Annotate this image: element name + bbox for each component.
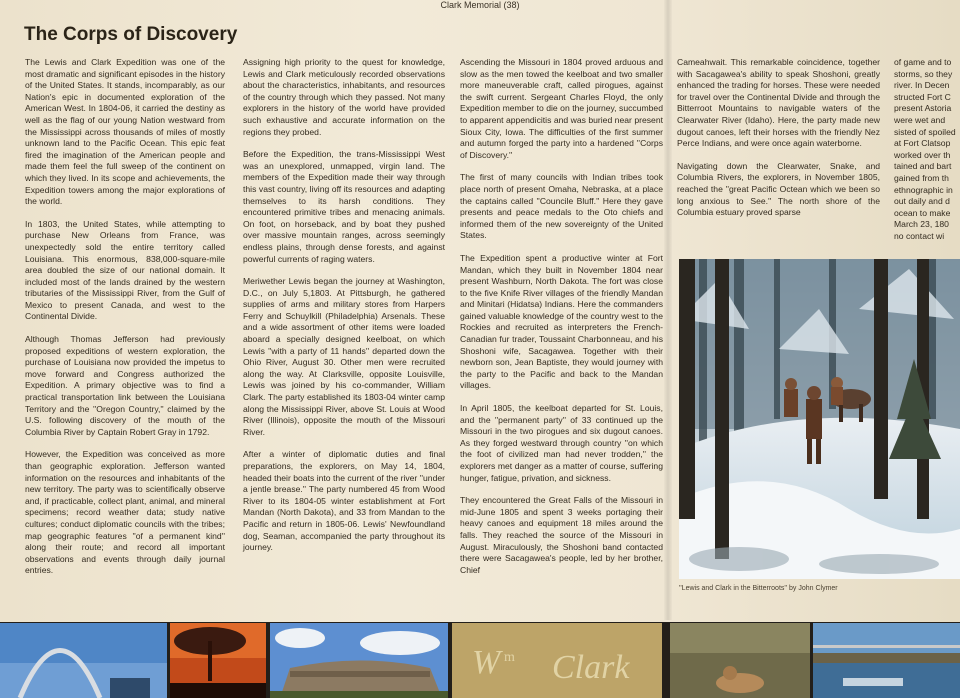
text-line: ethnographic in <box>894 184 953 195</box>
page-fold <box>664 0 672 620</box>
text-line: were wet and <box>894 114 946 125</box>
paragraph: Ascending the Missouri in 1804 proved arduous and slow as the men towed the keelboat and two smaller more maneuverable craft, called pirogues, against the swift current. Sergeant Charles Floyd, the only Expedition member to die on the journey, succumbed to apparent appendicitis and was buried near present Sioux City, Iowa. The difficulties of the first summer and autumn forged the party into a hardened ''Corps of Discovery.'' <box>460 57 663 160</box>
paragraph: Before the Expedition, the trans-Mississippi West was an unexplored, unmapped, virgin land. The members of the Expedition made their way through this vast country, living off its resources and adapting themselves to its harsh conditions. They encountered primitive tribes and menacing animals. On foot, on horseback, and by boat they pushed over massive mountain ranges, across seemingly endless plains, through dense forests, and against powerful currents of raging waters. <box>243 149 445 264</box>
text-line: ocean to make <box>894 207 951 218</box>
paragraph: Cameahwait. This remarkable coincidence, together with Sacagawea's ability to speak Shoshoni, greatly enhanced the trading for horses. These were needed for travel over the Continental Divide and through the Bitterroot Mountains to navigable waters of the Clearwater River (Idaho). Here, the party made new dugout canoes, left their horses with the friendly Nez Perce Indians, and were once again waterborne. <box>677 57 880 149</box>
page-title: The Corps of Discovery <box>24 24 238 45</box>
prairie-dog-photo <box>670 623 810 698</box>
painting-caption: ''Lewis and Clark in the Bitterroots'' by John Clymer <box>679 585 838 592</box>
text-column-1 <box>25 57 225 588</box>
text-line: gained from th <box>894 172 949 183</box>
paragraph: After a winter of diplomatic duties and final preparations, the explorers, on May 14, 1804, headed their boats into the current of the river ''under a jentle brease.'' The party numbered 45 from Wood River to its 1804-05 winter establishment at Fort Mandan (North Dakota), and 33 from Mandan to the Pacific and return in 1805-06. Lewis' Newfoundland dog, Seaman, accompanied the party throughout its journey. <box>243 449 445 553</box>
paragraph: The Lewis and Clark Expedition was one of the most dramatic and significant episodes in the history of the United States. It stands, incomparably, as our Nation's epic in documented exploration of the American West. In 1804-06, it carried the destiny as well as the flag of our young Nation westward from the Mississippi across thousands of miles of mostly unknown land to the Pacific Ocean. This epic feat fired the imagination of the American people and made them feel the full sweep of the continent on which they lived. In its scope and achievements, the Expedition towers among the major explorations of the world. <box>25 57 225 207</box>
text-line: at Fort Clatsop <box>894 138 951 149</box>
text-line: structed Fort C <box>894 91 951 102</box>
paragraph: In April 1805, the keelboat departed for St. Louis, and the ''permanent party'' of 33 continued up the Missouri in the two pirogues and six dugout canoes. As they forged westward through country ''on which the foot of civilized man had never trodden,'' the explorers met danger as a matter of course, suffering hunger, fatigue, privation, and sickness. <box>460 403 663 483</box>
paragraph: They encountered the Great Falls of the Missouri in mid-June 1805 and spent 3 weeks portaging their heavy canoes and equipment 18 miles around the falls. They reached the source of the Missouri in August. Miraculously, the Shoshoni band contacted there were Sacagawea's people, led by her brother, Chief <box>460 495 663 575</box>
paragraph: Meriwether Lewis began the journey at Washington, D.C., on July 5,1803. At Pittsburgh, he gathered supplies of arms and military stores from Harpers Ferry and Schuylkill (Philadelphia) Arsenals. These and a wide assortment of other items were loaded aboard a specially designed keelboat, on which Lewis ''with a party of 11 hands'' departed down the Ohio River, August 30. Other men were recruited along the way. At Clarksville, opposite Louisville, Lewis was joined by his co-commander, William Clark. The party established its 1803-04 winter camp along the Mississippi River, above St. Louis at Wood River (Illinois), opposite the mouth of the Missouri River. <box>243 276 445 437</box>
bitterroots-painting <box>679 259 960 579</box>
paragraph: In 1803, the United States, while attempting to purchase New Orleans from France, was unexpectedly sold the entire territory called Louisiana. This enormous, 838,000-square-mile area doubled the size of our national domain. It included most of the lands drained by the western tributaries of the Mississippi River, from the Gulf of Mexico to present Canada, and west to the Continental Divide. <box>25 218 225 322</box>
river-landscape-photo <box>813 623 960 698</box>
svg-text:W: W <box>472 644 501 681</box>
text-line: March 23, 180 <box>894 219 949 230</box>
running-head: Clark Memorial (38) <box>440 0 520 10</box>
text-column-2 <box>243 57 445 565</box>
text-column-5-cropped <box>894 57 960 243</box>
text-line: no contact wi <box>894 230 945 241</box>
svg-text:Clark: Clark <box>552 649 630 686</box>
text-line: sisted of spoiled <box>894 126 956 137</box>
text-line: river. In Decen <box>894 80 950 91</box>
svg-text:m: m <box>504 650 515 665</box>
paragraph: The first of many councils with Indian tribes took place north of present Omaha, Nebraska, at a place the captains called ''Councile Bluff.'' Here they gave presents and peace medals to the Oto chiefs and informed them of the new sovereignty of the United States. <box>460 172 663 241</box>
gateway-arch-photo <box>0 623 167 698</box>
paragraph: The Expedition spent a productive winter at Fort Mandan, which they built in November 1804 near present Washburn, North Dakota. The fort was close to the five Knife River villages of the friendly Mandan and Minitari (Hidatsa) Indians. Here the commanders gained valuable knowledge of the country west to the Rockies and recruited as interpreters the French-Canadian fur trader, Toussaint Charbonneau, and his Shoshoni wife, Sacagawea. Together with their newborn son, Jean Baptiste, they would journey with the party to the Pacific and back to the Mandan villages. <box>460 252 663 391</box>
text-line: worked over th <box>894 149 951 160</box>
text-column-3 <box>460 57 663 587</box>
clark-signature-rock-photo <box>452 623 662 698</box>
pompeys-pillar-photo <box>270 623 448 698</box>
paragraph: However, the Expedition was conceived as more than geographic exploration. Jefferson wanted information on the resources and inhabitants of the new territory. The party was to scientifically observe and, if practicable, collect plant, animal, and mineral specimens; record weather data; study native cultures; conduct diplomatic councils with the tribes; map geographic features ''of a permanent kind'' along their route; and record all important observations and events through daily journal entries. <box>25 449 225 576</box>
paragraph: Although Thomas Jefferson had previously proposed expeditions of western exploration, the purchase of Louisiana now provided the impetus to move forward and Congress authorized the Expedition. A primary objective was to find a practical transportation link between the Louisiana Territory and the ''Oregon Country,'' claimed by the U.S. following discovery of the mouth of the Columbia River by Captain Robert Gray in 1792. <box>25 334 225 437</box>
text-line: of game and to <box>894 57 952 67</box>
paragraph: Assigning high priority to the quest for knowledge, Lewis and Clark meticulously recorded observations about the characteristics, inhabitants, and resources of the country through which they passed. Not many explorers in the history of the world have provided such exhaustive and accurate information on the regions they probed. <box>243 57 445 137</box>
text-line: storms, so they <box>894 68 953 79</box>
text-line: out daily and d <box>894 196 950 207</box>
paragraph: Navigating down the Clearwater, Snake, and Columbia Rivers, the explorers, in November 1805, reached the ''great Pacific Octean which we been so long anxious to See.'' The north shore of the Columbia estuary proved sparse <box>677 160 880 218</box>
text-column-4 <box>677 57 880 230</box>
text-line: present Astoria <box>894 103 952 114</box>
text-line: tained and bart <box>894 161 952 172</box>
sunset-tree-photo <box>170 623 266 698</box>
